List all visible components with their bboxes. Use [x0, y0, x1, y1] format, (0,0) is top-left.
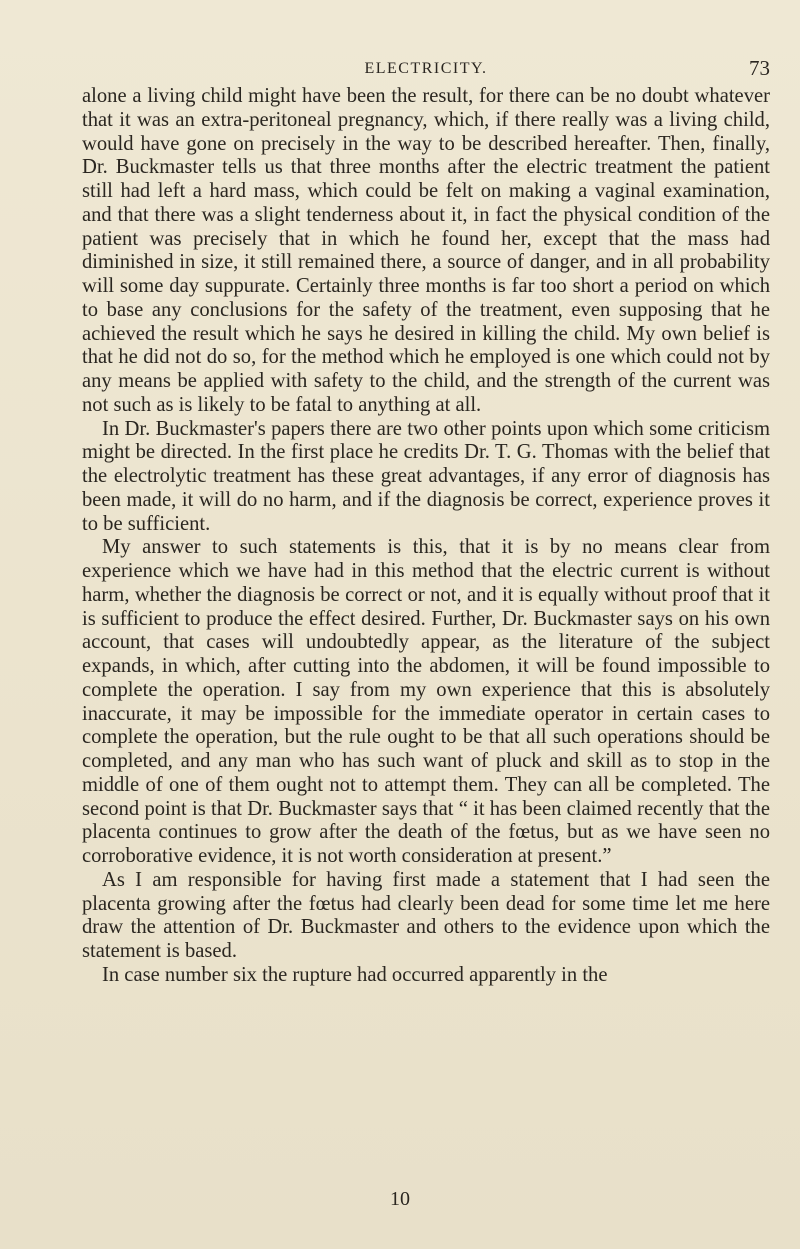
running-title: ELECTRICITY. [364, 60, 488, 77]
paragraph-1: alone a living child might have been the result, for there can be no doubt whatever that it was an extra-peritoneal pregnancy, which, if there really was a living child, would have gone on precisely in the way to be described hereafter. Then, finally, Dr. Buckmaster tells us that three months after the electric treatment the patient still had left a hard mass, which could be felt on making a vaginal examination, and that there was a slight tenderness about it, in fact the physical condition of the patient was precisely that in which he found her, except that the mass had diminished in size, it still remained there, a source of danger, and in all probability will some day suppurate. Certainly three months is far too short a period on which to base any conclusions for the safety of the treatment, even supposing that he achieved the result which he says he desired in killing the child. My own belief is that he did not do so, for the method which he employed is one which could not by any means be applied with safety to the child, and the strength of the current was not such as is likely to be fatal to anything at all. [82, 85, 770, 416]
paragraph-3: My answer to such statements is this, that it is by no means clear from experience which we have had in this method that the electric current is without harm, whether the diagnosis be correct or not, and it is equally without proof that it is sufficient to produce the effect desired. Further, Dr. Buckmaster says on his own account, that cases will undoubtedly appear, as the literature of the subject expands, in which, after cutting into the abdomen, it will be found impossible to complete the operation. I say from my own experience that this is absolutely inaccurate, it may be impossible for the immediate operator in certain cases to complete the operation, but the rule ought to be that all such operations should be completed, and any man who has such want of pluck and skill as to stop in the middle of one of them ought not to attempt them. They can all be completed. The second point is that Dr. Buckmaster says that “ it has been claimed recently that the placenta continues to grow after the death of the fœtus, but as we have seen no corroborative evidence, it is not worth consideration at present.” [82, 536, 770, 867]
signature-mark: 10 [390, 1188, 410, 1210]
running-head [82, 58, 770, 80]
paragraph-4: As I am responsible for having first made a statement that I had seen the placenta growing after the fœtus had clearly been dead for some time let me here draw the attention of Dr. Buckmaster and others to the evidence upon which the statement is based. [82, 868, 770, 962]
paragraph-5: In case number six the rupture had occurred apparently in the [102, 963, 608, 986]
body-text [82, 85, 770, 988]
page-number: 73 [749, 56, 770, 80]
paragraph-2: In Dr. Buckmaster's papers there are two other points upon which some criticism might be directed. In the first place he credits Dr. T. G. Thomas with the belief that the electrolytic treatment has these great advantages, if any error of diagnosis has been made, it will do no harm, and if the diagnosis be correct, experience proves it to be sufficient. [82, 417, 770, 535]
